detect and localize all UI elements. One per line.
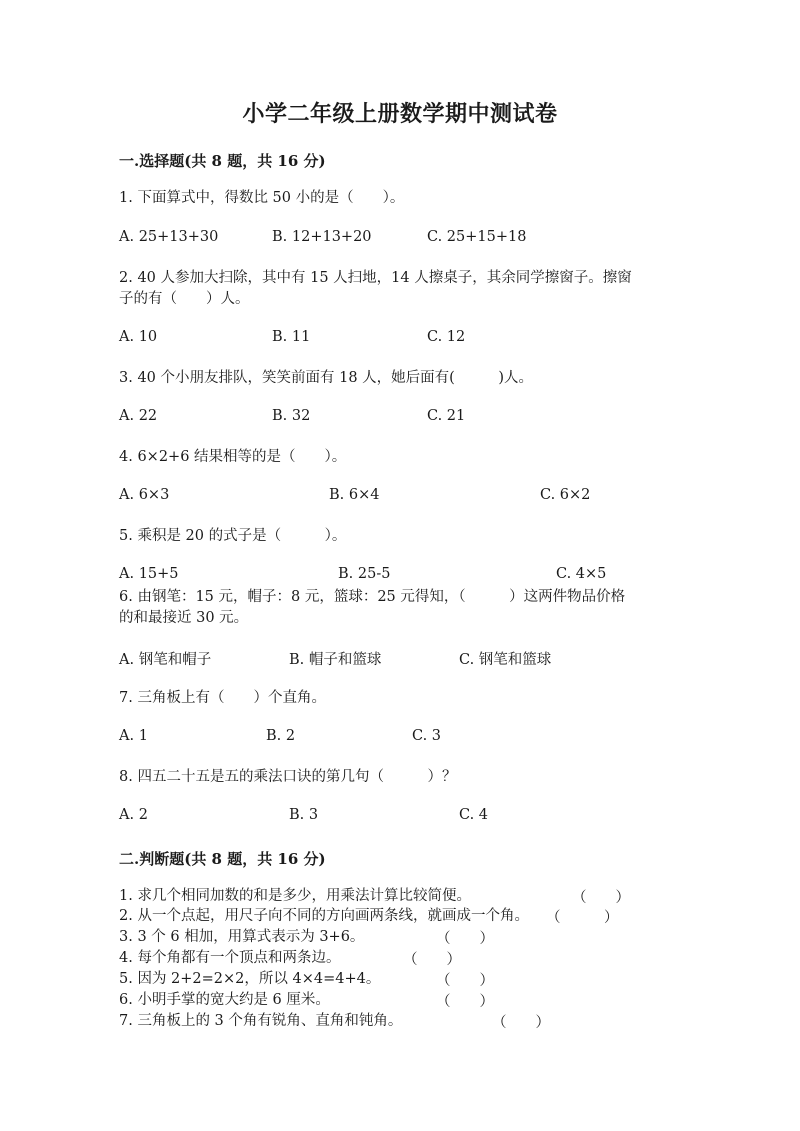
q2-option-b: B. 11 xyxy=(272,329,311,345)
q4-option-c: C. 6×2 xyxy=(540,487,591,503)
judge-item-7: 7. 三角板上的 3 个角有锐角、直角和钝角。 xyxy=(119,1013,403,1029)
question-2-line-1: 2. 40 人参加大扫除，其中有 15 人扫地，14 人擦桌子，其余同学擦窗子。擦窗 xyxy=(119,270,632,286)
judge-answer-1[interactable]: （ ） xyxy=(572,890,630,906)
q1-option-a: A. 25+13+30 xyxy=(119,229,219,245)
q2-option-a: A. 10 xyxy=(119,329,158,345)
judge-item-4: 4. 每个角都有一个顶点和两条边。 xyxy=(119,950,341,966)
judge-answer-7[interactable]: （ ） xyxy=(492,1015,550,1031)
q6-option-a: A. 钢笔和帽子 xyxy=(119,652,212,668)
judge-item-2: 2. 从一个点起，用尺子向不同的方向画两条线，就画成一个角。 xyxy=(119,908,529,924)
q8-option-c: C. 4 xyxy=(459,807,489,823)
q4-option-a: A. 6×3 xyxy=(119,487,170,503)
question-1: 1. 下面算式中，得数比 50 小的是（ ）。 xyxy=(119,190,405,206)
page-title: 小学二年级上册数学期中测试卷 xyxy=(242,101,558,127)
judge-answer-5[interactable]: （ ） xyxy=(436,973,494,989)
q7-option-c: C. 3 xyxy=(412,728,442,744)
question-5: 5. 乘积是 20 的式子是（ ）。 xyxy=(119,528,347,544)
q2-option-c: C. 12 xyxy=(427,329,466,345)
judge-answer-2[interactable]: （ ） xyxy=(546,910,619,926)
q1-option-c: C. 25+15+18 xyxy=(427,229,527,245)
question-6-line-2: 的和最接近 30 元。 xyxy=(119,610,249,626)
q5-option-b: B. 25-5 xyxy=(338,566,391,582)
question-3: 3. 40 个小朋友排队，笑笑前面有 18 人，她后面有( )人。 xyxy=(119,370,533,386)
section-heading-judge: 二.判断题(共 8 题，共 16 分) xyxy=(119,850,326,868)
judge-answer-4[interactable]: （ ） xyxy=(403,952,461,968)
judge-item-3: 3. 3 个 6 相加，用算式表示为 3+6。 xyxy=(119,929,365,945)
question-6-line-1: 6. 由钢笔：15 元，帽子：8 元，篮球：25 元得知，（ ）这两件物品价格 xyxy=(119,589,626,605)
q3-option-b: B. 32 xyxy=(272,408,311,424)
q5-option-c: C. 4×5 xyxy=(556,566,607,582)
judge-answer-3[interactable]: （ ） xyxy=(436,931,494,947)
q3-option-c: C. 21 xyxy=(427,408,466,424)
q6-option-c: C. 钢笔和篮球 xyxy=(459,652,552,668)
judge-item-5: 5. 因为 2+2=2×2，所以 4×4=4+4。 xyxy=(119,971,381,987)
q1-option-b: B. 12+13+20 xyxy=(272,229,372,245)
question-7: 7. 三角板上有（ ）个直角。 xyxy=(119,690,326,706)
question-2-line-2: 子的有（ ）人。 xyxy=(119,291,250,307)
q3-option-a: A. 22 xyxy=(119,408,158,424)
q6-option-b: B. 帽子和篮球 xyxy=(289,652,382,668)
judge-item-1: 1. 求几个相同加数的和是多少，用乘法计算比较简便。 xyxy=(119,888,471,904)
q5-option-a: A. 15+5 xyxy=(119,566,179,582)
q8-option-b: B. 3 xyxy=(289,807,319,823)
judge-answer-6[interactable]: （ ） xyxy=(436,994,494,1010)
q7-option-a: A. 1 xyxy=(119,728,148,744)
q4-option-b: B. 6×4 xyxy=(329,487,380,503)
question-4: 4. 6×2+6 结果相等的是（ ）。 xyxy=(119,449,347,465)
q7-option-b: B. 2 xyxy=(266,728,296,744)
judge-item-6: 6. 小明手掌的宽大约是 6 厘米。 xyxy=(119,992,330,1008)
q8-option-a: A. 2 xyxy=(119,807,148,823)
question-8: 8. 四五二十五是五的乘法口诀的第几句（ ）？ xyxy=(119,769,457,785)
section-heading-choice: 一.选择题(共 8 题，共 16 分) xyxy=(119,152,326,170)
